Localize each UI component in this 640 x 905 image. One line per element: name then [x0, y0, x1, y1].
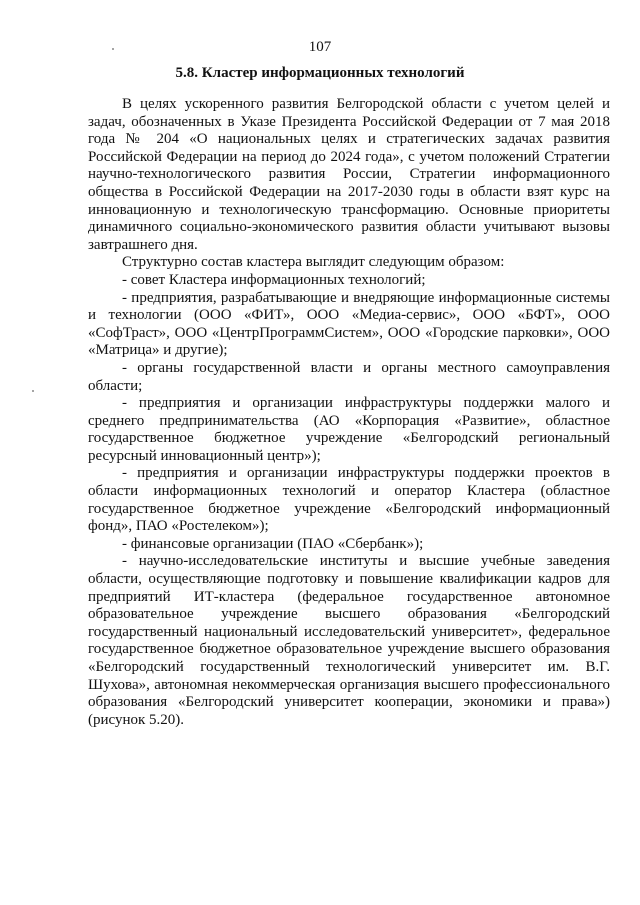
- list-item-financial: - финансовые организации (ПАО «Сбербанк»);: [122, 535, 424, 552]
- body-text: [88, 96, 610, 729]
- scan-mark: [32, 390, 34, 392]
- list-item-project-support: - предприятия и организации инфраструктуры поддержки проектов в области информационных технологий и оператор Кластера (областное государственное бюджетное учреждение «Белгородский информационный фонд», ПАО «Ростелеком»);: [88, 465, 610, 535]
- section-heading: 5.8. Кластер информационных технологий: [175, 65, 465, 81]
- page-number: 107: [308, 39, 332, 55]
- intro-paragraph: В целях ускоренного развития Белгородской области с учетом целей и задач, обозначенных в Указе Президента Российской Федерации от 7 мая 2018 года № 204 «О национальных целях и стратегических задачах развития Российской Федерации на период до 2024 года», с учетом положений Стратегии научно-технологического развития России, Стратегии информационного общества в Российской Федерации на 2017-2030 годы в области взят курс на инновационную и технологическую трансформацию. Основные приоритеты динамичного социально-экономического развития области учитывают вызовы завтрашнего дня.: [88, 96, 610, 253]
- list-item-sme-support: - предприятия и организации инфраструктуры поддержки малого и среднего предпринимательства (АО «Корпорация «Развитие», областное государственное бюджетное учреждение «Белгородский региональный ресурсный инновационный центр»);: [88, 395, 610, 464]
- scan-mark: [112, 48, 114, 50]
- list-item-it-companies: - предприятия, разрабатывающие и внедряющие информационные системы и технологии (ООО «ФИТ», ООО «Медиа-сервис», ООО «БФТ», ООО «СофТраст», ООО «ЦентрПрограммСистем», ООО «Городские парковки», ООО «Матрица» и другие);: [88, 289, 610, 359]
- list-item-council: - совет Кластера информационных технологий;: [122, 271, 426, 288]
- structure-intro: Структурно состав кластера выглядит следующим образом:: [122, 254, 505, 271]
- list-item-universities: - научно-исследовательские институты и высшие учебные заведения области, осуществляющие подготовку и повышение квалификации кадров для предприятий ИТ-кластера (федеральное государственное автономное образовательное учреждение высшего образования «Белгородский государственный национальный исследовательский университет», федеральное государственное бюджетное образовательное учреждение высшего образования «Белгородский государственный технологический университет им. В.Г. Шухова», автономная некоммерческая организация высшего профессионального образования «Белгородский университет кооперации, экономики и права») (рисунок 5.20).: [88, 553, 610, 728]
- list-item-government: - органы государственной власти и органы местного самоуправления области;: [88, 359, 610, 394]
